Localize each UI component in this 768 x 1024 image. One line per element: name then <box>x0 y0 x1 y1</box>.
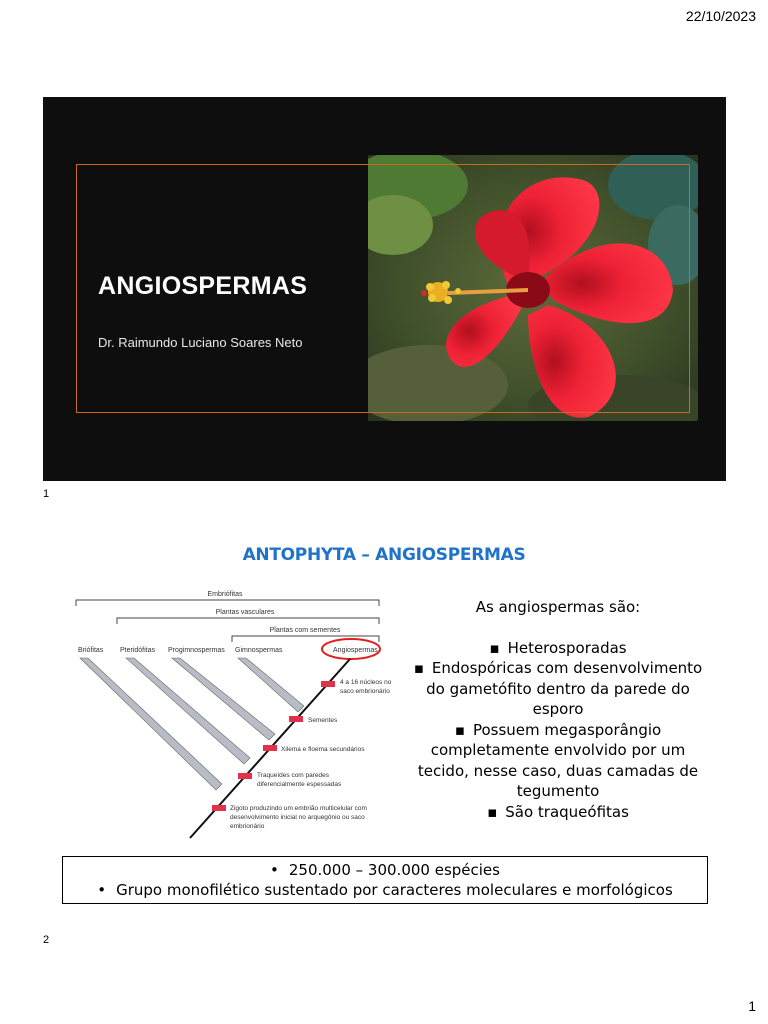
bullet-item: ▪ Heterosporadas <box>408 638 708 659</box>
group-label: Plantas vasculares <box>215 609 275 616</box>
summary-item: • 250.000 – 300.000 espécies <box>63 860 707 880</box>
trait-label: Xilema e floema secundários <box>281 746 365 753</box>
taxon-label: Angiospermas <box>333 647 378 654</box>
taxon-label: Briófitas <box>78 647 104 654</box>
taxon-label: Gimnospermas <box>235 647 283 654</box>
summary-item: • Grupo monofilético sustentado por caracteres moleculares e morfológicos <box>63 880 707 900</box>
bullet-item: ▪ São traqueófitas <box>408 802 708 823</box>
taxon-label: Pteridófitas <box>120 647 156 654</box>
taxon-label: Progimnospermas <box>168 647 225 654</box>
phylogenetic-tree <box>70 586 410 846</box>
trait-label: Sementes <box>308 717 338 724</box>
page-date: 22/10/2023 <box>685 8 756 24</box>
slide-2-title: ANTOPHYTA – ANGIOSPERMAS <box>242 545 526 565</box>
bullet-item: ▪ Possuem megasporângio completamente envolvido por um tecido, nesse caso, duas camadas de tegumento <box>408 720 708 802</box>
trait-label: 4 a 16 núcleos no saco embrionário <box>340 679 392 695</box>
bullet-item: ▪ Endospóricas com desenvolvimento do gametófito dentro da parede do esporo <box>408 658 708 720</box>
trait-label: Traqueídes com paredes diferencialmente espessadas <box>257 772 342 788</box>
slide-1-number: 1 <box>43 488 50 500</box>
slide-2-number: 2 <box>43 934 50 946</box>
group-label: Plantas com sementes <box>269 627 341 634</box>
summary-box <box>62 856 708 904</box>
characteristics-text <box>408 597 708 822</box>
trait-label: Zigoto produzindo um embrião multicelular com desenvolvimento inicial no arquegônio ou saco embrionário <box>230 805 367 830</box>
intro-text: As angiospermas são: <box>475 598 641 616</box>
slide-1-title: ANGIOSPERMAS <box>98 272 308 300</box>
slide-1 <box>43 97 726 481</box>
page-number: 1 <box>748 998 756 1014</box>
group-label: Embriófitas <box>207 591 243 598</box>
slide-1-author: Dr. Raimundo Luciano Soares Neto <box>98 335 303 350</box>
